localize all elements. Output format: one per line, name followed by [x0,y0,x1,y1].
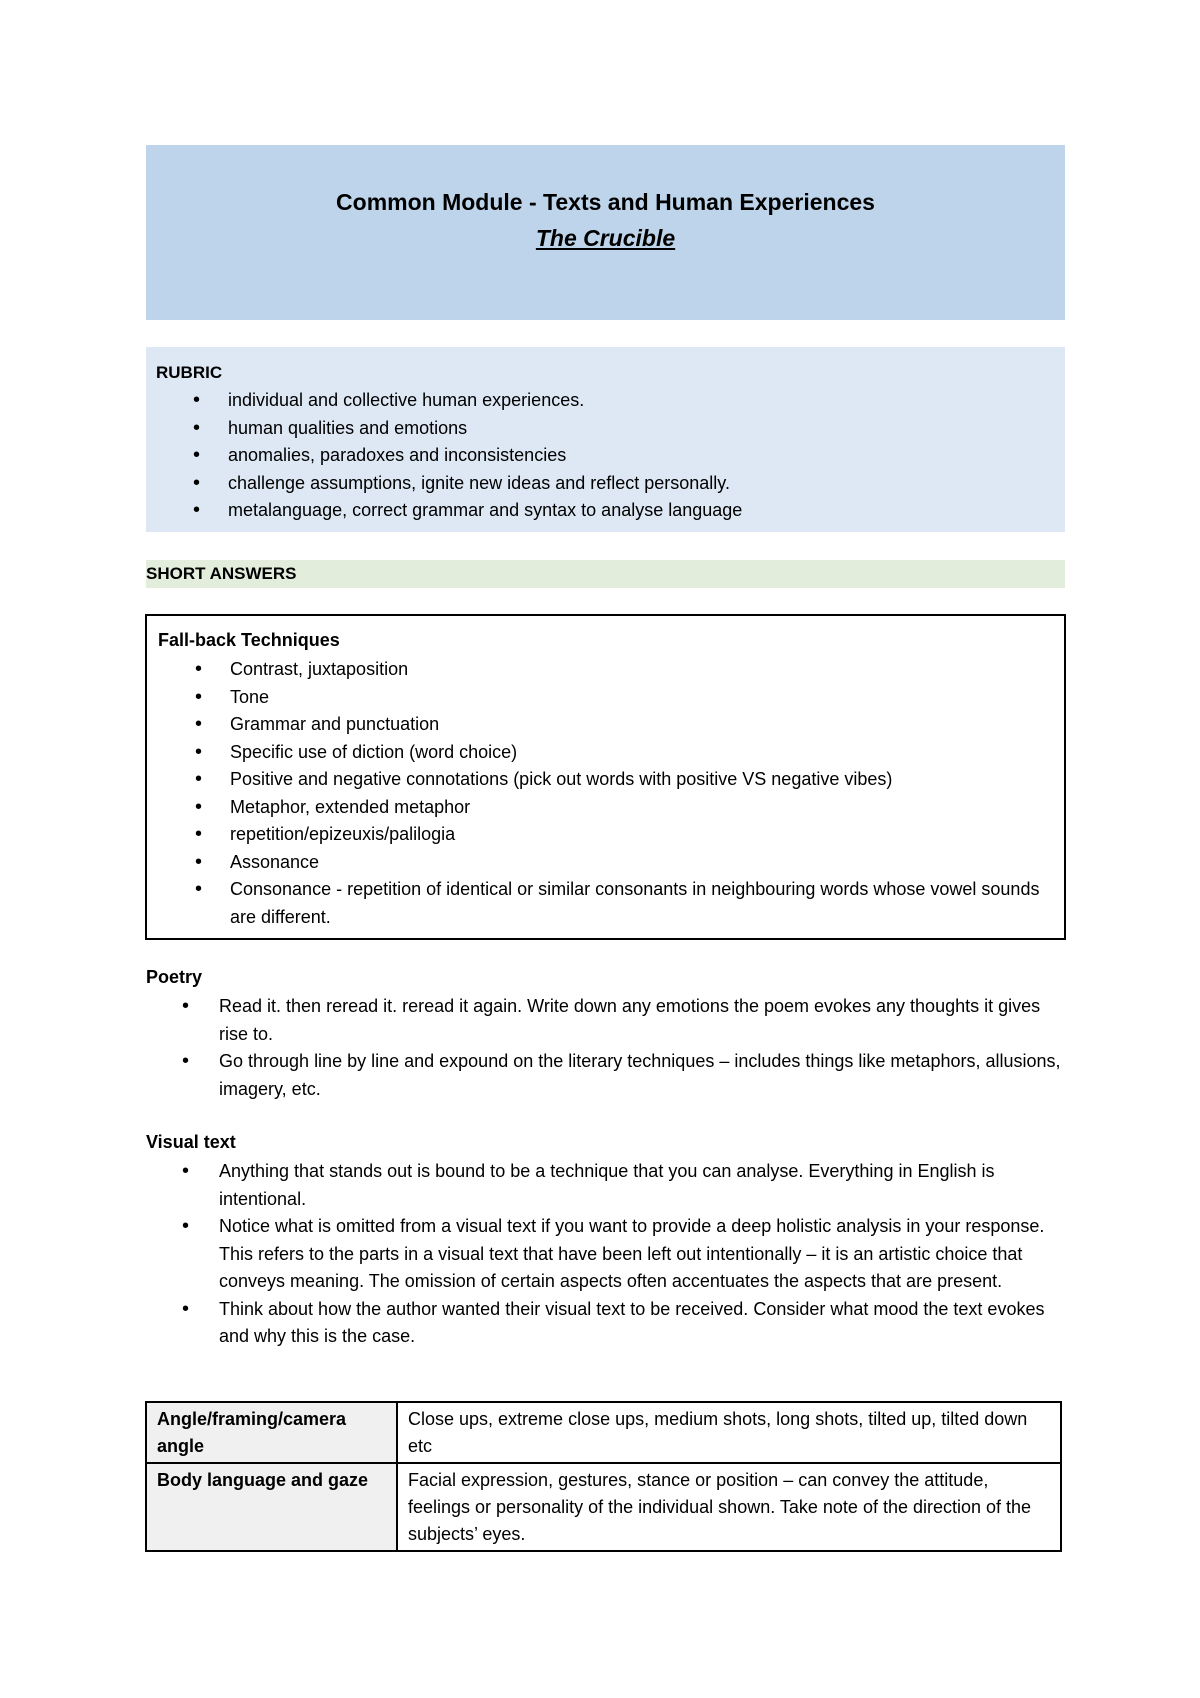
list-item: • Contrast, juxtaposition [230,656,1040,684]
table-cell-label: Angle/framing/camera angle [146,1402,397,1463]
header-banner [146,145,1065,320]
list-item: • Metaphor, extended metaphor [230,794,1040,822]
rubric-section [146,347,1065,532]
table-row [146,1463,1061,1551]
short-answers-banner [146,560,1065,588]
techniques-box [145,614,1066,940]
list-item: • individual and collective human experiences. [228,387,1048,415]
list-item: • Notice what is omitted from a visual text if you want to provide a deep holistic analysis in your response. This refers to the parts in a visual text that have been left out intentionally – it is an artistic choice that conveys meaning. The omission of certain aspects often accentuates the aspects that are present. [219,1213,1069,1296]
poetry-heading: Poetry [146,967,203,987]
list-item: • metalanguage, correct grammar and syntax to analyse language [228,497,1048,525]
rubric-list [228,387,1048,525]
list-item: • challenge assumptions, ignite new ideas and reflect personally. [228,470,1048,498]
techniques-heading: Fall-back Techniques [158,630,340,650]
list-item: • Consonance - repetition of identical or similar consonants in neighbouring words whose vowel sounds are different. [230,876,1040,931]
table-row [146,1402,1061,1463]
list-item: • Think about how the author wanted their visual text to be received. Consider what mood the text evokes and why this is the case. [219,1296,1069,1351]
table-cell-description: Facial expression, gestures, stance or position – can convey the attitude, feelings or personality of the individual shown. Take note of the direction of the subjects’ eyes. [397,1463,1061,1551]
techniques-list [230,656,1040,931]
poetry-list [219,993,1069,1103]
list-item: • Go through line by line and expound on the literary techniques – includes things like metaphors, allusions, imagery, etc. [219,1048,1069,1103]
list-item: • Specific use of diction (word choice) [230,739,1040,767]
page-subtitle: The Crucible [535,225,676,251]
list-item: • human qualities and emotions [228,415,1048,443]
list-item: • Grammar and punctuation [230,711,1040,739]
table-cell-description: Close ups, extreme close ups, medium shots, long shots, tilted up, tilted down etc [397,1402,1061,1463]
list-item: • anomalies, paradoxes and inconsistencies [228,442,1048,470]
list-item: • Assonance [230,849,1040,877]
list-item: • Tone [230,684,1040,712]
short-answers-heading: SHORT ANSWERS [146,564,297,583]
list-item: • repetition/epizeuxis/palilogia [230,821,1040,849]
page-title: Common Module - Texts and Human Experiences [336,189,875,215]
rubric-heading: RUBRIC [156,363,223,382]
list-item: • Positive and negative connotations (pick out words with positive VS negative vibes) [230,766,1040,794]
list-item: • Anything that stands out is bound to be a technique that you can analyse. Everything in English is intentional. [219,1158,1069,1213]
table-cell-label: Body language and gaze [146,1463,397,1551]
visual-text-list [219,1158,1069,1351]
visual-text-heading: Visual text [146,1132,236,1152]
visual-techniques-table [145,1401,1062,1552]
list-item: • Read it. then reread it. reread it again. Write down any emotions the poem evokes any thoughts it gives rise to. [219,993,1069,1048]
